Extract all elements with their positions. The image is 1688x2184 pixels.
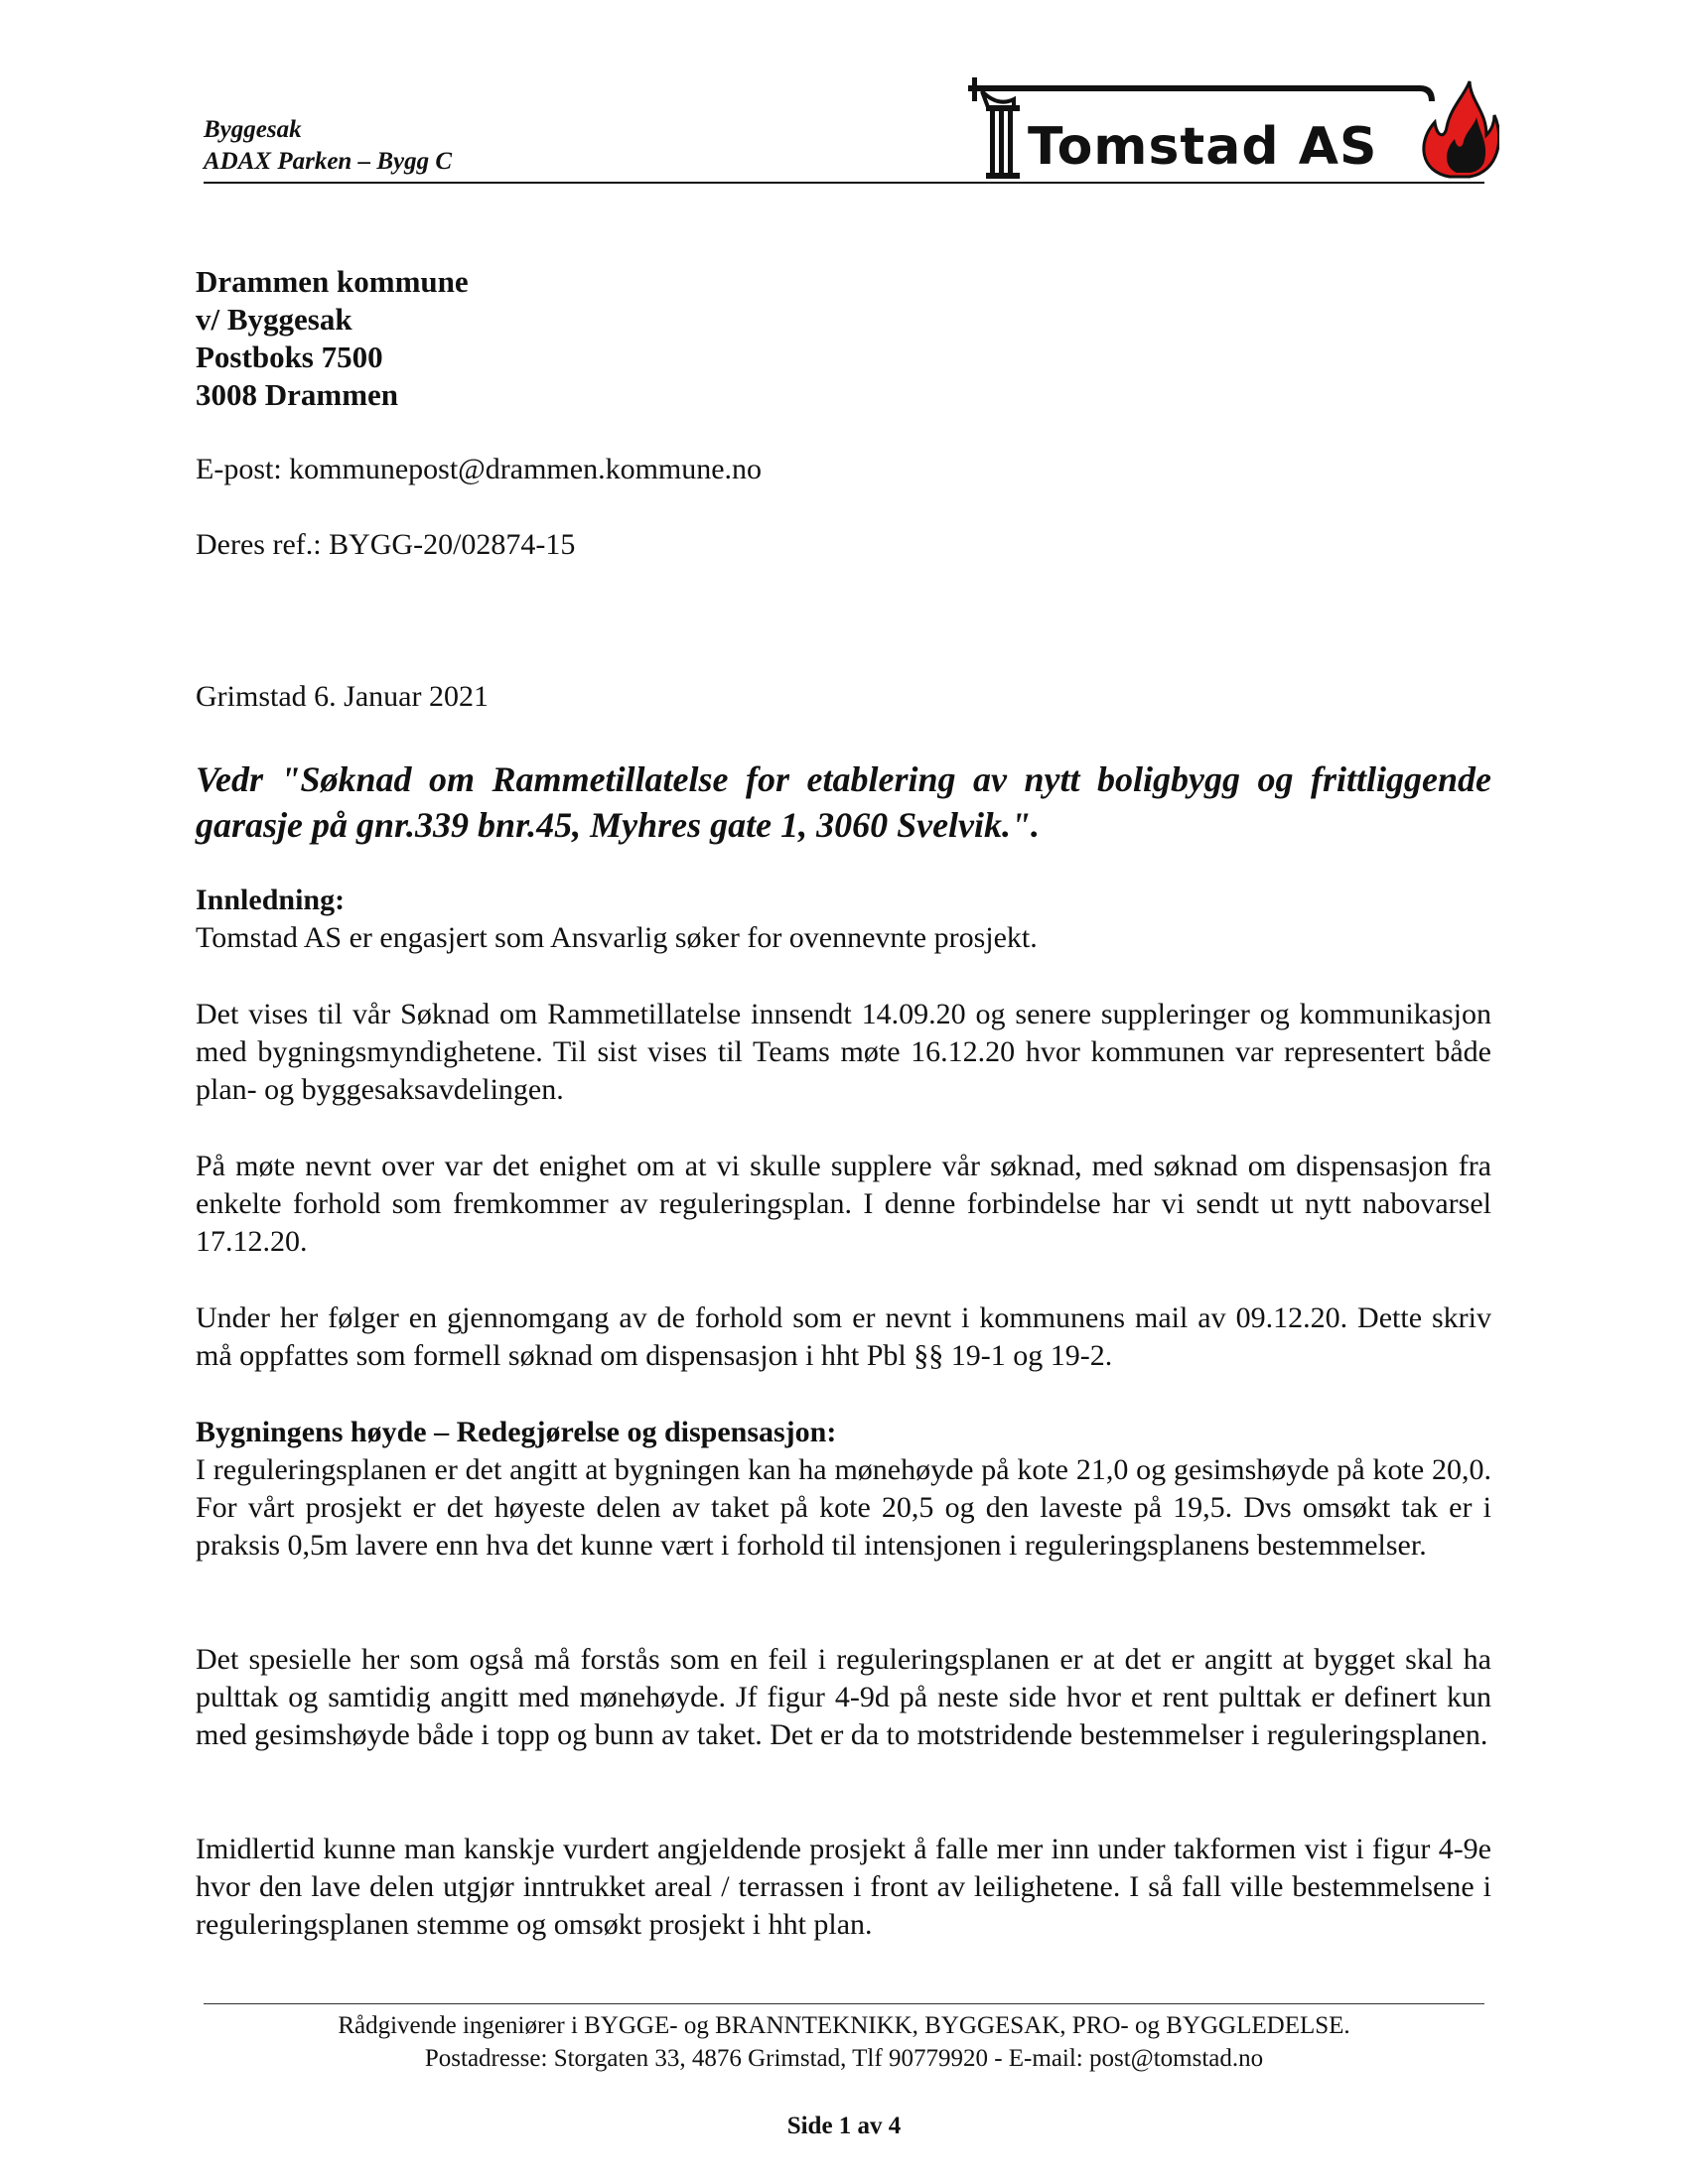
recipient-line: Drammen kommune bbox=[196, 264, 469, 299]
paragraph-roof-type: Det spesielle her som også må forstås som en feil i reguleringsplanen er at det er angitt at bygget skal ha pulttak og samtidig angitt med mønehøyde. Jf figur 4-9d på neste side hvor et rent pulttak er definert kun med gesimshøyde både i topp og bunn av taket. Det er da to motstridende bestemmelser i reguleringsplanen. bbox=[196, 1643, 1491, 1751]
paragraph-height: I reguleringsplanen er det angitt at bygningen kan ha mønehøyde på kote 21,0 og gesimshøyde på kote 20,0. For vårt prosjekt er det høyeste delen av taket på kote 20,5 og den laveste på 19,5. Dvs omsøkt tak er i praksis 0,5m lavere enn hva det kunne vært i forhold til intensjonen i reguleringsplanens bestemmelser. bbox=[196, 1453, 1491, 1562]
email-line: E-post: kommunepost@drammen.kommune.no bbox=[196, 453, 763, 485]
paragraph-reference: Det vises til vår Søknad om Rammetillatelse innsendt 14.09.20 og senere suppleringer og kommunikasjon med bygningsmyndighetene. Til sist vises til Teams møte 16.12.20 hvor kommunen var representert både plan- og byggesaksavdelingen. bbox=[196, 998, 1491, 1106]
height-section-heading bbox=[196, 1414, 1491, 1451]
paragraph-dispensation: Under her følger en gjennomgang av de forhold som er nevnt i kommunens mail av 09.12.20. Dette skriv må oppfattes som formell søknad om dispensasjon i hht Pbl §§ 19-1 og 19-2. bbox=[196, 1301, 1491, 1372]
intro-section bbox=[196, 882, 1491, 957]
footer-divider bbox=[204, 2003, 1484, 2004]
page-number: Side 1 av 4 bbox=[786, 2113, 902, 2139]
footer-contact: Postadresse: Storgaten 33, 4876 Grimstad, Tlf 90779920 - E-mail: post@tomstad.no bbox=[424, 2045, 1264, 2072]
header-line-2: ADAX Parken – Bygg C bbox=[204, 148, 453, 175]
intro-paragraph: Tomstad AS er engasjert som Ansvarlig søker for ovennevnte prosjekt. bbox=[196, 921, 1038, 954]
recipient-line: 3008 Drammen bbox=[196, 377, 399, 412]
recipient-line: Postboks 7500 bbox=[196, 340, 383, 374]
header-line-1: Byggesak bbox=[204, 116, 302, 143]
paragraph-roof-form: Imidlertid kunne man kanskje vurdert angjeldende prosjekt å falle mer inn under takformen vist i figur 4-9e hvor den lave delen utgjør inntrukket areal / terrassen i front av leilighetene. I så fall ville bestemmelsene i reguleringsplanen stemme og omsøkt prosjekt i hht plan. bbox=[196, 1833, 1491, 1941]
date-line: Grimstad 6. Januar 2021 bbox=[196, 680, 489, 713]
header-case-info bbox=[204, 114, 452, 178]
recipient-address bbox=[196, 263, 469, 414]
intro-heading: Innledning: bbox=[196, 884, 346, 916]
paragraph-meeting: På møte nevnt over var det enighet om at vi skulle supplere vår søknad, med søknad om dispensasjon fra enkelte forhold som fremkommer av reguleringsplan. I denne forbindelse har vi sendt ut nytt nabovarsel 17.12.20. bbox=[196, 1150, 1491, 1258]
header-divider bbox=[204, 182, 1484, 184]
recipient-line: v/ Byggesak bbox=[196, 302, 352, 337]
height-heading: Bygningens høyde – Redegjørelse og dispensasjon: bbox=[196, 1416, 837, 1448]
reference-line: Deres ref.: BYGG-20/02874-15 bbox=[196, 528, 576, 561]
company-logo bbox=[968, 77, 1499, 181]
footer-services: Rådgivende ingeniører i BYGGE- og BRANNTEKNIKK, BYGGESAK, PRO- og BYGGLEDELSE. bbox=[338, 2012, 1350, 2039]
logo-wordmark: Tomstad AS bbox=[1028, 117, 1378, 177]
subject-heading: Vedr "Søknad om Rammetillatelse for etablering av nytt boligbygg og frittliggende garasje på gnr.339 bnr.45, Myhres gate 1, 3060 Svelvik.". bbox=[196, 759, 1491, 845]
